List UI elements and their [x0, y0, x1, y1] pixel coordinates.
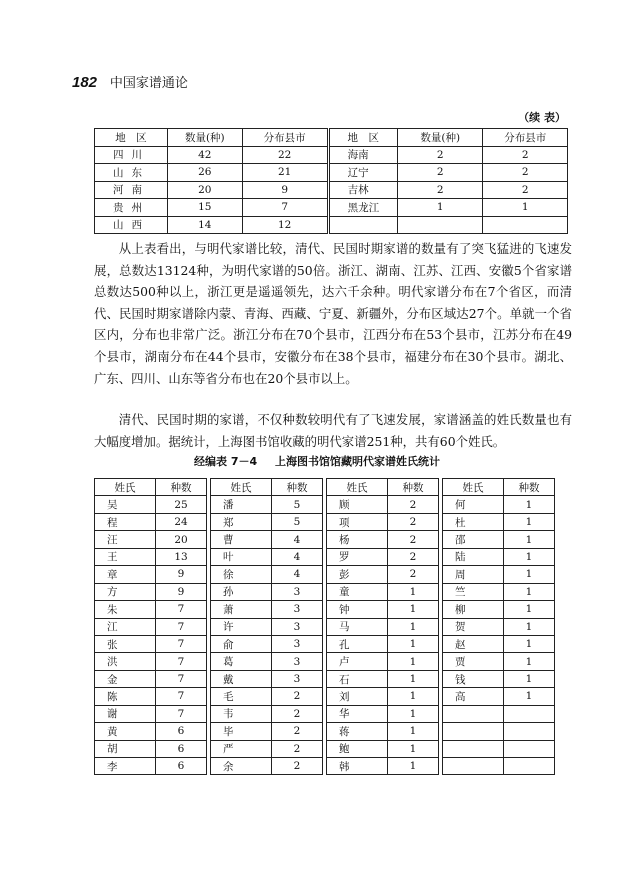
table-cell: 2: [483, 164, 568, 182]
surname-cell: [443, 723, 504, 740]
surname-group-table: [210, 478, 323, 775]
table-row: [211, 653, 323, 670]
table-caption: [0, 453, 634, 469]
book-title: 中国家谱通论: [109, 76, 188, 91]
column-header: 种数: [156, 479, 207, 496]
count-cell: 1: [504, 618, 555, 635]
surname-cell: 竺: [443, 583, 504, 600]
table-row: [95, 653, 207, 670]
table-header-row: [95, 479, 207, 496]
count-cell: 1: [504, 548, 555, 565]
table-cell: 15: [167, 199, 242, 217]
count-cell: 2: [272, 740, 323, 757]
count-cell: 1: [388, 740, 439, 757]
count-cell: 1: [504, 653, 555, 670]
count-cell: 1: [504, 513, 555, 530]
count-cell: 2: [272, 758, 323, 775]
count-cell: 1: [504, 670, 555, 687]
table-cell: [398, 216, 483, 234]
count-cell: 2: [388, 513, 439, 530]
table-row: [95, 688, 207, 705]
table-cell: 2: [398, 146, 483, 164]
page-number: 182: [72, 74, 98, 91]
table-cell: 9: [242, 181, 328, 199]
column-header: 分布县市: [242, 129, 328, 147]
surname-cell: 余: [211, 758, 272, 775]
column-header: 地 区: [95, 129, 168, 147]
table-row: [327, 601, 439, 618]
surname-cell: 李: [95, 758, 156, 775]
surname-cell: 周: [443, 566, 504, 583]
surname-cell: 杨: [327, 531, 388, 548]
count-cell: 1: [504, 496, 555, 513]
table-row: [211, 705, 323, 722]
count-cell: 3: [272, 618, 323, 635]
count-cell: 1: [504, 688, 555, 705]
surname-cell: 毕: [211, 723, 272, 740]
table-row: [211, 548, 323, 565]
count-cell: 7: [156, 635, 207, 652]
table-label: 经编表 7－4: [194, 455, 258, 468]
surname-cell: 钟: [327, 601, 388, 618]
surname-cell: 许: [211, 618, 272, 635]
surname-cell: 顾: [327, 496, 388, 513]
count-cell: 7: [156, 670, 207, 687]
surname-cell: [443, 705, 504, 722]
surname-cell: 戴: [211, 670, 272, 687]
surname-cell: 葛: [211, 653, 272, 670]
table-row: [211, 566, 323, 583]
count-cell: 7: [156, 601, 207, 618]
table-row: [211, 758, 323, 775]
surname-cell: 黄: [95, 723, 156, 740]
column-header: 数量(种): [398, 129, 483, 147]
surname-cell: 章: [95, 566, 156, 583]
count-cell: 1: [388, 758, 439, 775]
table-header-row: [95, 129, 568, 147]
count-cell: 1: [388, 670, 439, 687]
count-cell: 2: [272, 723, 323, 740]
surname-cell: 金: [95, 670, 156, 687]
table-row: [327, 635, 439, 652]
table-cell: 山东: [95, 164, 168, 182]
table-row: [327, 688, 439, 705]
surname-cell: 彭: [327, 566, 388, 583]
table-row: [443, 758, 555, 775]
surname-cell: 韦: [211, 705, 272, 722]
table-row: [95, 181, 568, 199]
table-row: [443, 723, 555, 740]
table-cell: [483, 216, 568, 234]
table-row: [443, 635, 555, 652]
surname-group-table: [326, 478, 439, 775]
count-cell: 7: [156, 618, 207, 635]
surname-cell: 张: [95, 635, 156, 652]
surname-cell: 郑: [211, 513, 272, 530]
surname-cell: 童: [327, 583, 388, 600]
count-cell: 6: [156, 740, 207, 757]
table-row: [443, 705, 555, 722]
count-cell: 2: [272, 688, 323, 705]
table-row: [327, 496, 439, 513]
count-cell: 4: [272, 566, 323, 583]
count-cell: 1: [504, 601, 555, 618]
count-cell: 1: [388, 723, 439, 740]
count-cell: 7: [156, 705, 207, 722]
table-cell: 22: [242, 146, 328, 164]
surname-cell: 罗: [327, 548, 388, 565]
surname-cell: 贺: [443, 618, 504, 635]
table-row: [211, 496, 323, 513]
table-row: [95, 758, 207, 775]
surname-cell: 蒋: [327, 723, 388, 740]
count-cell: [504, 723, 555, 740]
surname-group-table: [94, 478, 207, 775]
table-cell: 辽宁: [328, 164, 397, 182]
table-row: [443, 496, 555, 513]
count-cell: 5: [272, 496, 323, 513]
table-row: [327, 531, 439, 548]
table-cell: 42: [167, 146, 242, 164]
surname-cell: 曹: [211, 531, 272, 548]
table-cell: 20: [167, 181, 242, 199]
surname-cell: [443, 758, 504, 775]
count-cell: 20: [156, 531, 207, 548]
count-cell: 7: [156, 688, 207, 705]
count-cell: 1: [504, 531, 555, 548]
surname-cell: 韩: [327, 758, 388, 775]
table-row: [211, 531, 323, 548]
count-cell: 6: [156, 723, 207, 740]
count-cell: 2: [272, 705, 323, 722]
column-header: 分布县市: [483, 129, 568, 147]
table-row: [95, 513, 207, 530]
table-row: [327, 548, 439, 565]
surname-cell: 陆: [443, 548, 504, 565]
table-cell: 黑龙江: [328, 199, 397, 217]
table-row: [211, 618, 323, 635]
table-row: [95, 496, 207, 513]
table-row: [327, 705, 439, 722]
count-cell: 3: [272, 601, 323, 618]
table-row: [95, 548, 207, 565]
surname-cell: 吴: [95, 496, 156, 513]
count-cell: 1: [504, 583, 555, 600]
table-header-row: [211, 479, 323, 496]
surname-cell: 华: [327, 705, 388, 722]
table-row: [95, 199, 568, 217]
table-row: [211, 740, 323, 757]
column-header: 姓氏: [95, 479, 156, 496]
surname-cell: 卢: [327, 653, 388, 670]
table-row: [95, 531, 207, 548]
table-row: [443, 548, 555, 565]
table-row: [327, 723, 439, 740]
count-cell: 1: [388, 705, 439, 722]
count-cell: 2: [388, 531, 439, 548]
surname-cell: 项: [327, 513, 388, 530]
body-paragraph-2: [94, 409, 572, 452]
surname-cell: 洪: [95, 653, 156, 670]
count-cell: 1: [388, 688, 439, 705]
surname-cell: 徐: [211, 566, 272, 583]
table-row: [95, 740, 207, 757]
column-header: 姓氏: [327, 479, 388, 496]
table-row: [95, 146, 568, 164]
paragraph-text: 清代、民国时期的家谱，不仅种数较明代有了飞速发展，家谱涵盖的姓氏数量也有大幅度增加。据统计，上海图书馆收藏的明代家谱251种，共有60个姓氏。: [94, 412, 572, 449]
table-cell: 山西: [95, 216, 168, 234]
surname-cell: 朱: [95, 601, 156, 618]
count-cell: 1: [388, 618, 439, 635]
table-row: [327, 670, 439, 687]
count-cell: [504, 758, 555, 775]
table-cell: 2: [398, 164, 483, 182]
table-row: [95, 601, 207, 618]
surname-cell: 赵: [443, 635, 504, 652]
surname-cell: [443, 740, 504, 757]
surname-group-table: [442, 478, 555, 775]
table-row: [95, 583, 207, 600]
surname-cell: 鲍: [327, 740, 388, 757]
surname-cell: 萧: [211, 601, 272, 618]
table-row: [95, 670, 207, 687]
table-row: [443, 583, 555, 600]
table-row: [443, 618, 555, 635]
count-cell: 2: [388, 548, 439, 565]
surname-cell: 潘: [211, 496, 272, 513]
table-row: [327, 566, 439, 583]
table-cell: 7: [242, 199, 328, 217]
table-row: [443, 670, 555, 687]
surname-cell: 邵: [443, 531, 504, 548]
table-row: [95, 635, 207, 652]
surname-cell: 胡: [95, 740, 156, 757]
table-row: [443, 601, 555, 618]
surname-cell: 高: [443, 688, 504, 705]
surname-cell: 江: [95, 618, 156, 635]
surname-cell: 孙: [211, 583, 272, 600]
table-cell: 吉林: [328, 181, 397, 199]
table-row: [443, 513, 555, 530]
table-row: [211, 601, 323, 618]
count-cell: 3: [272, 583, 323, 600]
count-cell: 2: [388, 566, 439, 583]
count-cell: 1: [388, 635, 439, 652]
paragraph-text: 从上表看出，与明代家谱比较，清代、民国时期家谱的数量有了突飞猛进的飞速发展，总数达13124种，为明代家谱的50倍。浙江、湖南、江苏、江西、安徽5个省家谱总数达500种以上，浙江更是遥遥领先，达六千余种。明代家谱分布在7个省区，而清代、民国时期家谱除内蒙、青海、西藏、宁夏、新疆外，分布区域达27个。单就一个省区内，分布也非常广泛。浙江分布在70个县市，江西分布在53个县市，江苏分布在49个县市，湖南分布在44个县市，安徽分布在38个县市，福建分布在30个县市。湖北、广东、四川、山东等省分布也在20个县市以上。: [94, 241, 572, 386]
page-header: [72, 72, 188, 91]
surname-cell: 马: [327, 618, 388, 635]
table-row: [211, 688, 323, 705]
table-row: [211, 635, 323, 652]
table-row: [443, 653, 555, 670]
table-row: [95, 216, 568, 234]
surname-statistics-table: [94, 478, 555, 775]
count-cell: [504, 705, 555, 722]
surname-cell: 石: [327, 670, 388, 687]
count-cell: 3: [272, 670, 323, 687]
surname-cell: 孔: [327, 635, 388, 652]
table-title: 上海图书馆馆藏明代家谱姓氏统计: [274, 455, 440, 468]
table-row: [95, 723, 207, 740]
table-row: [327, 513, 439, 530]
count-cell: 25: [156, 496, 207, 513]
count-cell: 6: [156, 758, 207, 775]
count-cell: 1: [504, 635, 555, 652]
table-header-row: [443, 479, 555, 496]
count-cell: 13: [156, 548, 207, 565]
count-cell: 1: [388, 601, 439, 618]
surname-cell: 贾: [443, 653, 504, 670]
surname-cell: 柳: [443, 601, 504, 618]
table-row: [443, 688, 555, 705]
table-row: [95, 566, 207, 583]
count-cell: 3: [272, 635, 323, 652]
table-row: [327, 653, 439, 670]
surname-cell: 叶: [211, 548, 272, 565]
table-cell: 海南: [328, 146, 397, 164]
surname-cell: 毛: [211, 688, 272, 705]
count-cell: 9: [156, 583, 207, 600]
surname-cell: 严: [211, 740, 272, 757]
table-row: [327, 618, 439, 635]
table-row: [95, 618, 207, 635]
count-cell: 1: [388, 583, 439, 600]
count-cell: 2: [388, 496, 439, 513]
count-cell: 1: [388, 653, 439, 670]
table-cell: 2: [398, 181, 483, 199]
column-header: 姓氏: [443, 479, 504, 496]
count-cell: [504, 740, 555, 757]
table-row: [95, 164, 568, 182]
column-header: 姓氏: [211, 479, 272, 496]
surname-cell: 王: [95, 548, 156, 565]
column-header: 地 区: [328, 129, 397, 147]
table-cell: 贵州: [95, 199, 168, 217]
table-row: [443, 531, 555, 548]
column-header: 种数: [272, 479, 323, 496]
count-cell: 3: [272, 653, 323, 670]
table-cell: 14: [167, 216, 242, 234]
count-cell: 9: [156, 566, 207, 583]
table-row: [211, 513, 323, 530]
surname-cell: 杜: [443, 513, 504, 530]
surname-cell: 程: [95, 513, 156, 530]
table-row: [95, 705, 207, 722]
table-cell: 河南: [95, 181, 168, 199]
column-header: 种数: [388, 479, 439, 496]
count-cell: 24: [156, 513, 207, 530]
table-cell: 2: [483, 146, 568, 164]
count-cell: 4: [272, 531, 323, 548]
count-cell: 5: [272, 513, 323, 530]
table-row: [327, 758, 439, 775]
count-cell: 7: [156, 653, 207, 670]
surname-cell: 方: [95, 583, 156, 600]
table-cell: 四川: [95, 146, 168, 164]
count-cell: 1: [504, 566, 555, 583]
table-cell: 12: [242, 216, 328, 234]
table-cell: 1: [398, 199, 483, 217]
body-paragraph-1: [94, 238, 572, 389]
surname-cell: 谢: [95, 705, 156, 722]
surname-cell: 刘: [327, 688, 388, 705]
table-cell: 2: [483, 181, 568, 199]
table-row: [211, 670, 323, 687]
table-cell: 1: [483, 199, 568, 217]
count-cell: 4: [272, 548, 323, 565]
table-row: [211, 723, 323, 740]
surname-cell: 钱: [443, 670, 504, 687]
table-header-row: [327, 479, 439, 496]
table-row: [211, 583, 323, 600]
table-row: [443, 740, 555, 757]
surname-cell: 汪: [95, 531, 156, 548]
table-cell: [328, 216, 397, 234]
surname-cell: 俞: [211, 635, 272, 652]
column-header: 数量(种): [167, 129, 242, 147]
table-row: [327, 583, 439, 600]
table-row: [443, 566, 555, 583]
surname-cell: 何: [443, 496, 504, 513]
column-header: 种数: [504, 479, 555, 496]
province-distribution-table: [94, 128, 568, 234]
surname-cell: 陈: [95, 688, 156, 705]
table-cell: 26: [167, 164, 242, 182]
continued-label: （续 表）: [518, 111, 566, 124]
table-cell: 21: [242, 164, 328, 182]
table-row: [327, 740, 439, 757]
